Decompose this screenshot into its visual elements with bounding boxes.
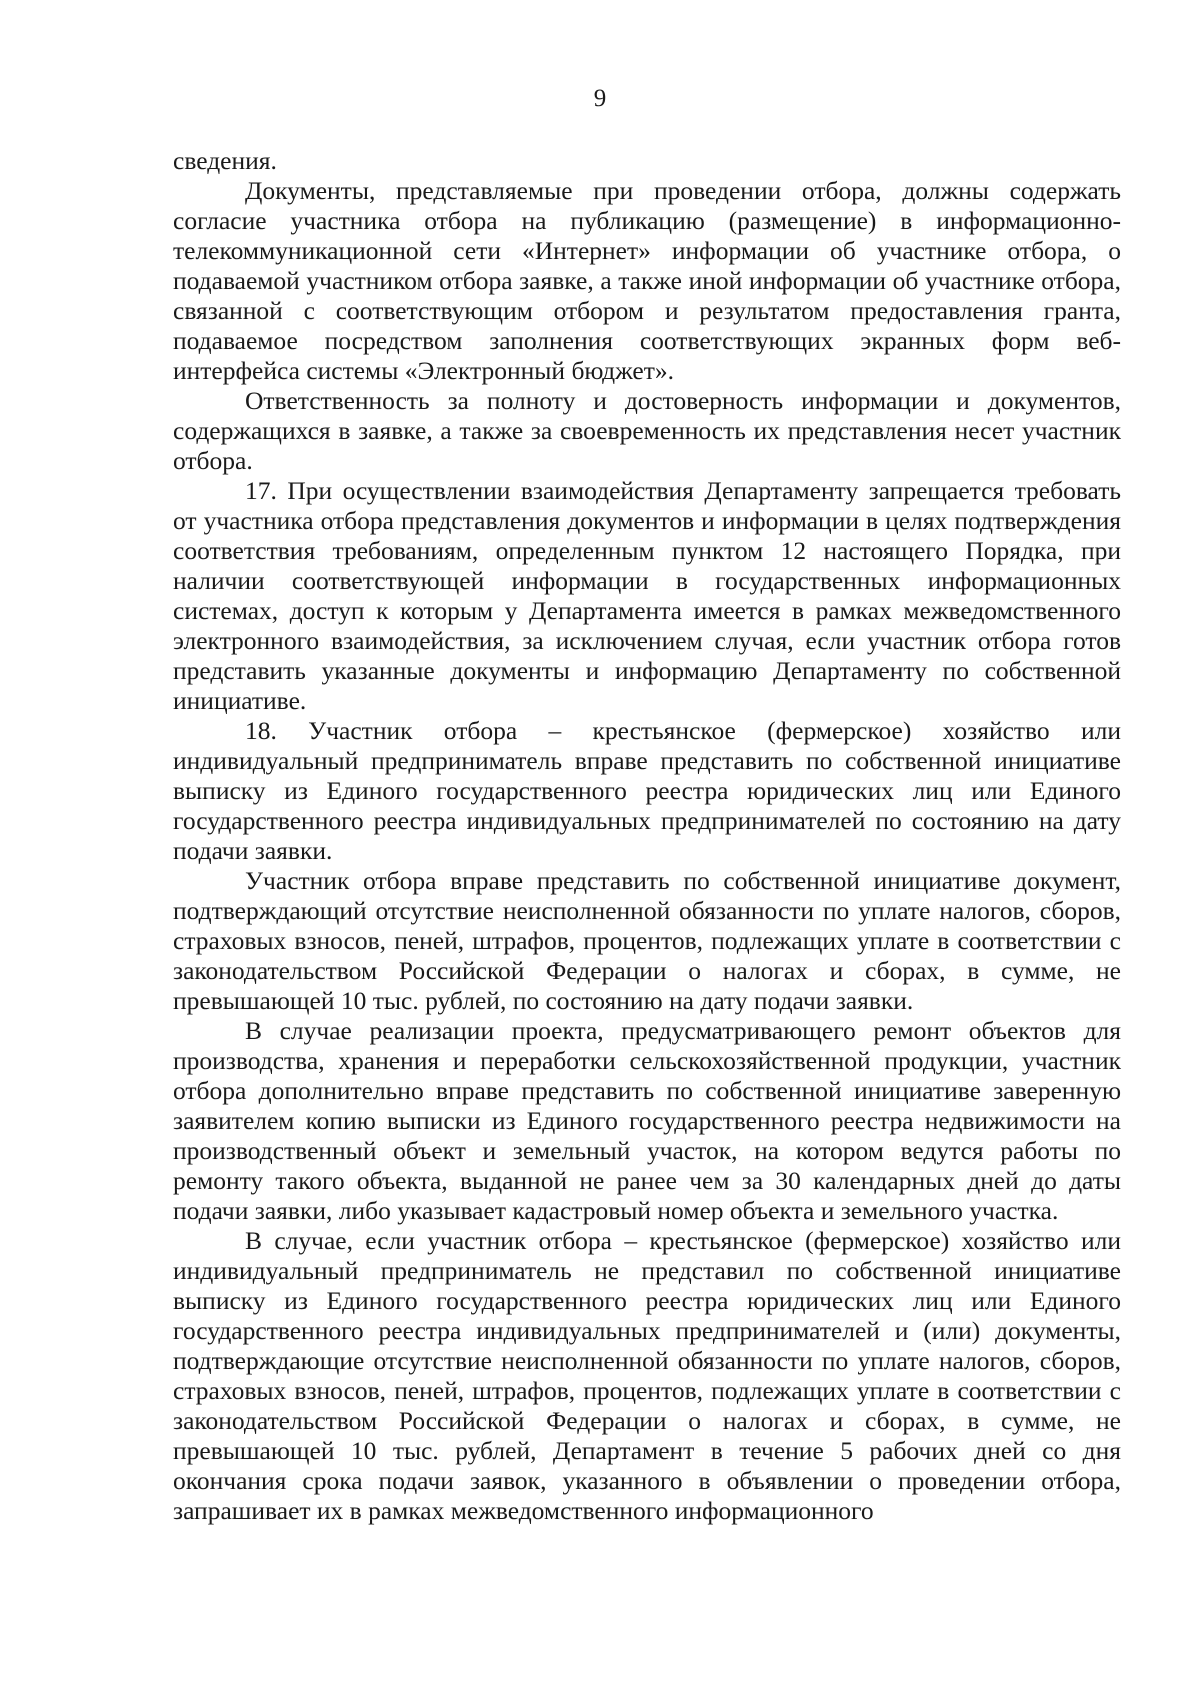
- paragraph-clause-18: 18. Участник отбора – крестьянское (фермерское) хозяйство или индивидуальный предприниматель вправе представить по собственной инициативе выписку из Единого государственного реестра юридических лиц или Единого государственного реестра индивидуальных предпринимателей по состоянию на дату подачи заявки.: [173, 716, 1121, 865]
- paragraph-interagency-request: В случае, если участник отбора – крестьянское (фермерское) хозяйство или индивидуальный предприниматель не представил по собственной инициативе выписку из Единого государственного реестра юридических лиц или Единого государственного реестра индивидуальных предпринимателей и (или) документы, подтверждающие отсутствие неисполненной обязанности по уплате налогов, сборов, страховых взносов, пеней, штрафов, процентов, подлежащих уплате в соответствии с законодательством Российской Федерации о налогах и сборах, в сумме, не превышающей 10 тыс. рублей, Департамент в течение 5 рабочих дней со дня окончания срока подачи заявок, указанного в объявлении о проведении отбора, запрашивает их в рамках межведомственного информационного: [173, 1226, 1121, 1525]
- paragraph-consent: Документы, представляемые при проведении отбора, должны содержать согласие участника отбора на публикацию (размещение) в информационно-телекоммуникационной сети «Интернет» информации об участнике отбора, о подаваемой участником отбора заявке, а также иной информации об участнике отбора, связанной с соответствующим отбором и результатом предоставления гранта, подаваемое посредством заполнения соответствующих экранных форм веб-интерфейса системы «Электронный бюджет».: [173, 176, 1121, 385]
- paragraph-clause-17: 17. При осуществлении взаимодействия Департаменту запрещается требовать от участника отбора представления документов и информации в целях подтверждения соответствия требованиям, определенным пунктом 12 настоящего Порядка, при наличии соответствующей информации в государственных информационных системах, доступ к которым у Департамента имеется в рамках межведомственного электронного взаимодействия, за исключением случая, если участник отбора готов представить указанные документы и информацию Департаменту по собственной инициативе.: [173, 476, 1121, 715]
- page-number: 9: [593, 85, 607, 112]
- paragraph-continuation: сведения.: [173, 146, 277, 175]
- paragraph-tax-document: Участник отбора вправе представить по собственной инициативе документ, подтверждающий отсутствие неисполненной обязанности по уплате налогов, сборов, страховых взносов, пеней, штрафов, процентов, подлежащих уплате в соответствии с законодательством Российской Федерации о налогах и сборах, в сумме, не превышающей 10 тыс. рублей, по состоянию на дату подачи заявки.: [173, 866, 1121, 1015]
- paragraph-repair-project: В случае реализации проекта, предусматривающего ремонт объектов для производства, хранения и переработки сельскохозяйственной продукции, участник отбора дополнительно вправе представить по собственной инициативе заверенную заявителем копию выписки из Единого государственного реестра недвижимости на производственный объект и земельный участок, на котором ведутся работы по ремонту такого объекта, выданной не ранее чем за 30 календарных дней до даты подачи заявки, либо указывает кадастровый номер объекта и земельного участка.: [173, 1016, 1121, 1225]
- paragraph-responsibility: Ответственность за полноту и достоверность информации и документов, содержащихся в заявке, а также за своевременность их представления несет участник отбора.: [173, 386, 1121, 475]
- document-body: [173, 146, 1121, 1526]
